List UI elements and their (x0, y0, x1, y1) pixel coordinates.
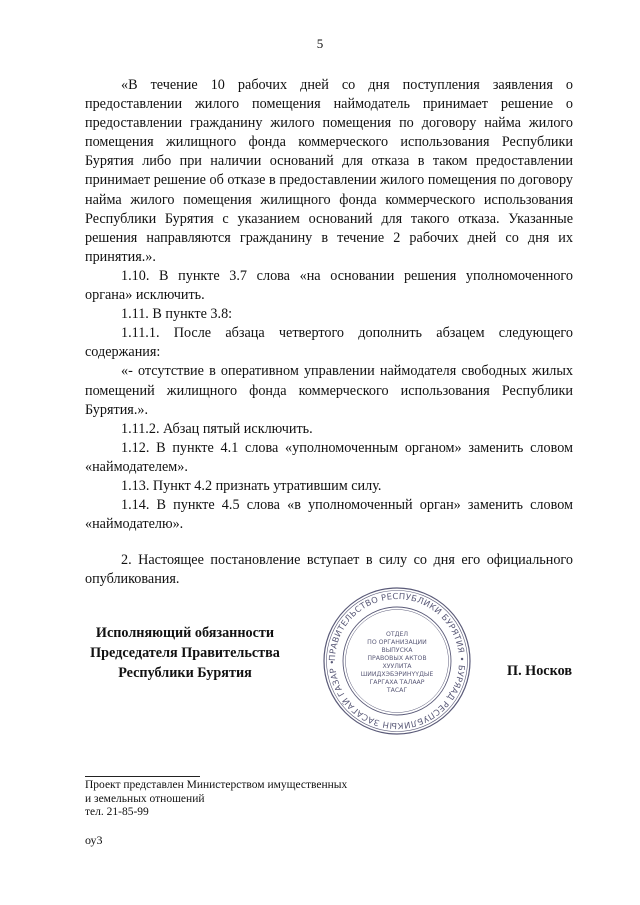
footnote-divider (85, 776, 200, 777)
paragraph-quoted-addition: «- отсутствие в оперативном управлении наймодателя свободных жилых помещений жилищного фонда коммерческого использования Республики Бурятия.». (85, 363, 573, 418)
signatory-name: П. Носков (507, 663, 572, 679)
paragraph-1-11-1: 1.11.1. После абзаца четвертого дополнить абзацем следующего содержания: (85, 325, 573, 361)
footnote-line: Проект представлен Министерством имущественных (85, 779, 348, 791)
footnote-line: и земельных отношений (85, 792, 205, 805)
signatory-title-line: Председателя Правительства (90, 645, 280, 661)
seal-inner-line: ШИИДХЭБЭРИНҮҮДЫЕ (360, 671, 434, 678)
paragraph-amendment-3-6: «В течение 10 рабочих дней со дня поступления заявления о предоставлении жилого помещения наймодатель принимает решение о предоставлении гражданину жилого помещения по договору найма жилого помещения жилищного фонда коммерческого использования Республики Бурятия либо при наличии оснований для отказа в таком предоставлении принимает решение об отказе в предоставлении жилого помещения по договору найма жилого помещения жилищного фонда коммерческого использования Республики Бурятия с указанием оснований для такого отказа. Указанные решения направляются гражданину в течение 2 рабочих дней со дня их принятия.». (85, 77, 573, 265)
paragraph-1-11: 1.11. В пункте 3.8: (121, 306, 233, 323)
seal-inner-line: ВЫПУСКА (381, 647, 413, 654)
paragraph-1-11-2: 1.11.2. Абзац пятый исключить. (121, 420, 313, 437)
footnote-line: тел. 21-85-99 (85, 806, 149, 819)
svg-text:ПРАВИТЕЛЬСТВО РЕСПУБЛИКИ БУРЯТ: ПРАВИТЕЛЬСТВО РЕСПУБЛИКИ БУРЯТИЯ • БУРЯАД РЕСПУБЛИКЫН ЗАСАГАЙ ГАЗАР • (326, 590, 468, 732)
signatory-title-line: Исполняющий обязанности (95, 625, 275, 641)
paragraph-1-12: 1.12. В пункте 4.1 слова «уполномоченным органом» заменить словом «наймодателем». (85, 439, 573, 475)
seal-inner-line: ГАРГАХА ТАЛААР (369, 679, 425, 686)
paragraph-1-14: 1.14. В пункте 4.5 слова «в уполномоченный орган» заменить словом «наймодателю». (85, 497, 573, 533)
seal-inner-line: ХУУЛИТА (382, 663, 412, 670)
paragraph-1-10: 1.10. В пункте 3.7 слова «на основании решения уполномоченного органа» исключить. (85, 267, 573, 304)
paragraph-1-13: 1.13. Пункт 4.2 признать утратившим силу. (121, 477, 382, 494)
seal-inner-line: ПРАВОВЫХ АКТОВ (367, 655, 427, 662)
signatory-title (70, 623, 300, 683)
seal-inner-line: ТАСАГ (386, 687, 408, 694)
signatory-title-line: Республики Бурятия (118, 665, 252, 681)
page-number: 5 (316, 36, 324, 51)
seal-inner-line: ПО ОРГАНИЗАЦИИ (367, 639, 427, 646)
document-code: оу3 (85, 833, 103, 847)
paragraph-2-effective: 2. Настоящее постановление вступает в силу со дня его официального опубликования. (85, 552, 573, 588)
official-seal (322, 586, 472, 736)
body-text (85, 76, 573, 589)
footnote (85, 779, 347, 820)
seal-inner-line: ОТДЕЛ (385, 631, 409, 638)
